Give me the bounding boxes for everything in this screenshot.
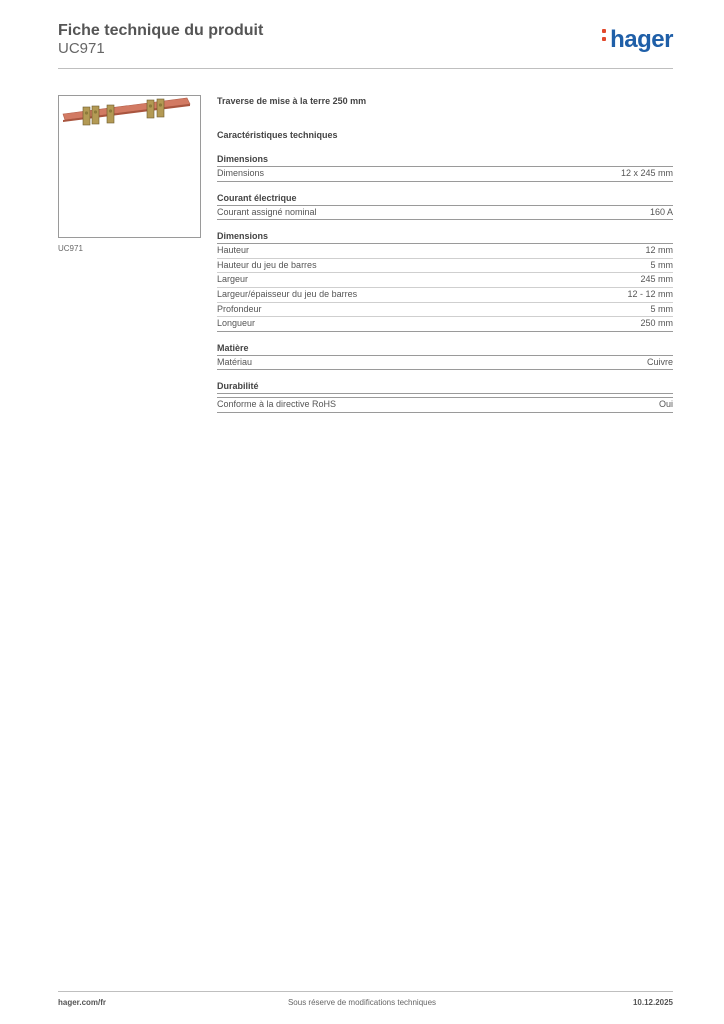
footer-date: 10.12.2025 <box>632 998 673 1007</box>
section-heading: Caractéristiques techniques <box>217 130 338 140</box>
grounding-bar-illustration <box>59 96 200 237</box>
spec-label: Hauteur <box>217 245 250 256</box>
spec-row <box>217 288 673 303</box>
spec-row <box>217 273 673 288</box>
spec-row <box>217 303 673 318</box>
spec-value: 12 mm <box>645 245 673 256</box>
spec-label: Longueur <box>217 318 256 329</box>
spec-row <box>217 356 673 371</box>
logo-text: hager <box>610 26 673 53</box>
spec-value: 5 mm <box>650 303 673 314</box>
header-divider <box>58 68 673 69</box>
footer-divider <box>58 991 673 992</box>
spec-group-durability <box>217 380 673 413</box>
spec-value: 5 mm <box>650 259 673 270</box>
spec-label: Hauteur du jeu de barres <box>217 259 317 270</box>
spec-group-electrical <box>217 192 673 221</box>
footer-notice: Sous réserve de modifications techniques <box>287 998 437 1007</box>
spec-row <box>217 398 673 413</box>
page-header <box>58 20 673 68</box>
spec-label: Courant assigné nominal <box>217 206 317 217</box>
spec-value: 12 x 245 mm <box>620 168 673 178</box>
product-reference: UC971 <box>58 40 105 57</box>
page-title: Fiche technique du produit <box>58 22 264 39</box>
spec-group-dimensions-detail <box>217 230 673 332</box>
spec-row <box>217 244 673 259</box>
spec-label: Conforme à la directive RoHS <box>217 399 337 410</box>
group-title: Dimensions <box>217 230 673 244</box>
image-caption: UC971 <box>58 244 83 253</box>
spec-label: Profondeur <box>217 303 262 314</box>
spec-value: 12 - 12 mm <box>627 288 673 299</box>
spec-label: Matériau <box>217 356 253 367</box>
footer-website[interactable]: hager.com/fr <box>58 998 107 1007</box>
group-title: Durabilité <box>217 380 673 394</box>
spec-label: Dimensions <box>217 168 265 178</box>
spec-value: Oui <box>658 399 673 410</box>
logo-colon-icon <box>602 25 607 45</box>
group-title: Courant électrique <box>217 192 673 206</box>
spec-row <box>217 259 673 274</box>
spec-row <box>217 317 673 332</box>
spec-value: 245 mm <box>640 274 673 285</box>
spec-label: Largeur/épaisseur du jeu de barres <box>217 288 358 299</box>
group-title: Matière <box>217 342 673 356</box>
spec-row <box>217 206 673 221</box>
spec-label: Largeur <box>217 274 249 285</box>
hager-logo <box>602 26 673 54</box>
product-image <box>58 95 201 238</box>
spec-group-dimensions <box>217 153 673 182</box>
spec-group-material <box>217 342 673 371</box>
spec-content <box>217 96 673 413</box>
group-title: Dimensions <box>217 153 673 167</box>
spec-value: 160 A <box>649 206 673 217</box>
spec-row <box>217 167 673 182</box>
spec-value: Cuivre <box>646 356 673 367</box>
product-name: Traverse de mise à la terre 250 mm <box>217 96 367 106</box>
spec-value: 250 mm <box>640 318 673 329</box>
